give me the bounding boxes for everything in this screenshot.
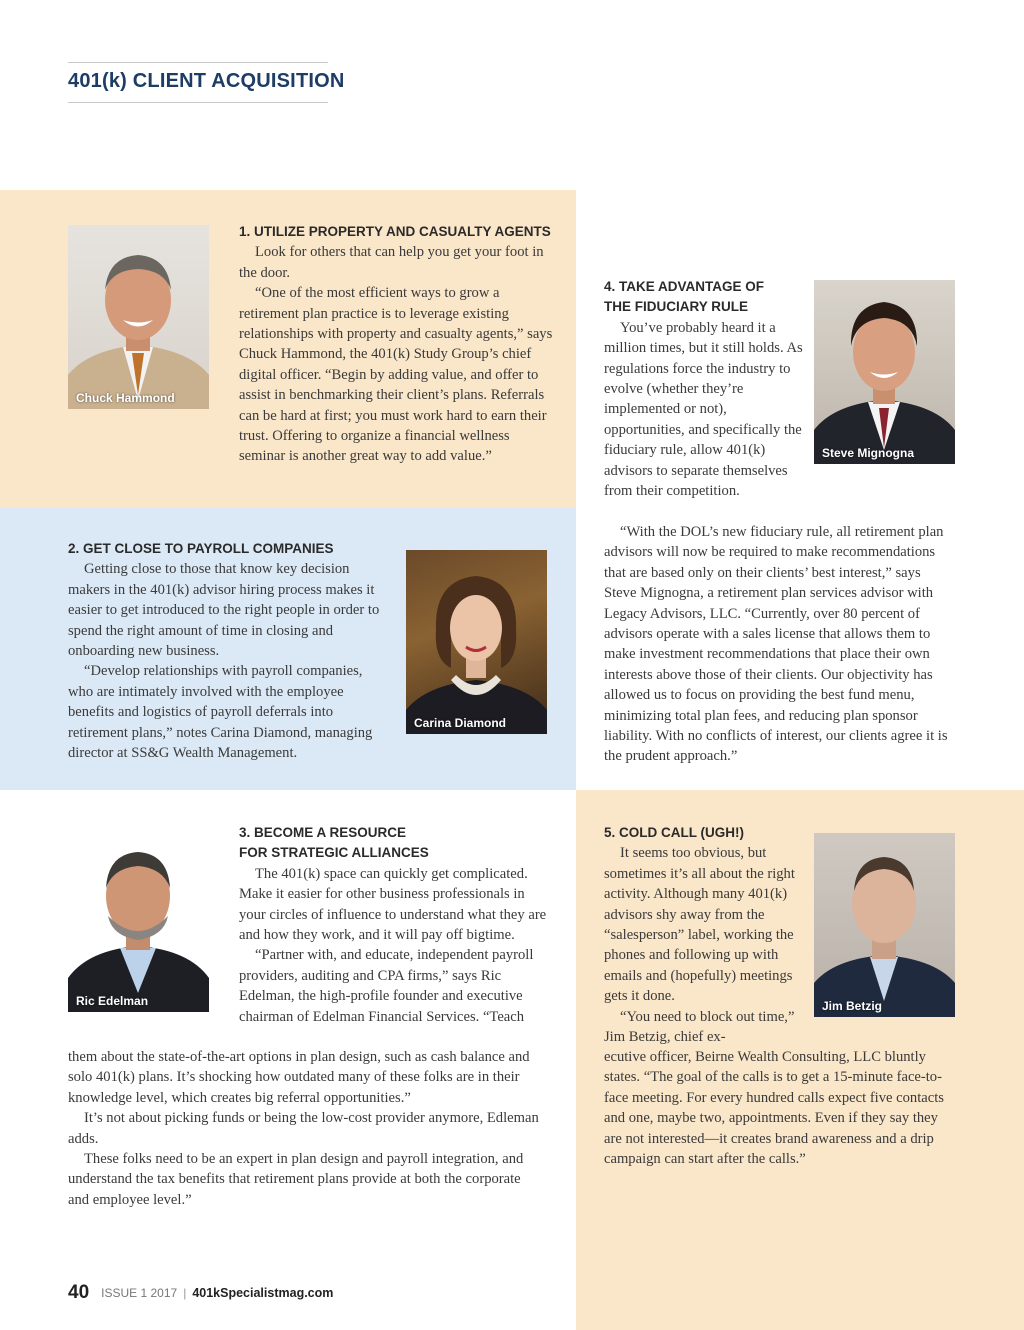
section-5-wide-text — [604, 1047, 958, 1169]
page-footer — [68, 1282, 333, 1304]
photo-caption: Carina Diamond — [414, 716, 507, 730]
paragraph: You’ve probably heard it a million times, but it still holds. As regulations force the industry to evolve (whether they’re implemented or not), opportunities, and specifically the fiduciary rule, allow 401(k) advisors to separate themselves from their competition. — [604, 319, 803, 500]
section-heading: 4. TAKE ADVANTAGE OF — [604, 279, 765, 294]
jim-betzig-photo — [814, 833, 955, 1017]
portrait-illustration — [68, 225, 209, 409]
section-heading: FOR STRATEGIC ALLIANCES — [239, 845, 429, 861]
page-number: 40 — [68, 1282, 90, 1303]
section-heading: 1. UTILIZE PROPERTY AND CASUALTY AGENTS — [239, 224, 551, 239]
header-bottom-rule — [68, 102, 328, 103]
section-4-wide-text — [604, 522, 956, 767]
header-top-rule — [68, 62, 328, 63]
photo-caption: Chuck Hammond — [76, 391, 175, 405]
paragraph: It’s not about picking funds or being the low-cost provider anymore, Edleman adds. — [68, 1110, 539, 1147]
steve-mignogna-photo — [814, 280, 955, 464]
paragraph: “One of the most efficient ways to grow a retirement plan practice is to leverage existing relationships with property and casualty agents,” says Chuck Hammond, the 401(k) Study Group’s chief digital officer. “Begin by adding value, and offer to assist in benchmarking their client’s plans. Referrals can be hard at first; you must work hard to earn their trust. Offering to organize a financial wellness seminar is another great way to add value.” — [239, 285, 553, 465]
paragraph: “With the DOL’s new fiduciary rule, all retirement plan advisors will now be required to make recommendations that are based only on their clients’ best interest,” says Steve Mignogna, a retirement plan services advisor with Legacy Advisors, LLC. “Currently, over 80 percent of advisors operate with a sales license that allows them to make investment recommendations that place their own interests above those of their clients. Our objectivity has allowed us to focus on providing the best fund menu, minimizing total plan fees, and reducing plan sponsor liability. With no conflicts of interest, our clients agree it is the prudent approach.” — [604, 524, 948, 765]
section-3-wide-text — [68, 1047, 544, 1210]
paragraph: “You need to block out time,” Jim Betzig, chief ex- — [604, 1008, 795, 1046]
section-4-narrow-text — [604, 277, 804, 501]
paragraph: them about the state-of-the-art options in plan design, such as cash balance and solo 401(k) plans. It’s shocking how outdated many of these folks are in their knowledge level, which creates big referral opportunities.” — [68, 1049, 530, 1106]
paragraph: “Develop relationships with payroll companies, who are intimately involved with the employee benefits and logistics of payroll deferrals into retirement plans,” notes Carina Diamond, managing director at SS&G Wealth Management. — [68, 663, 373, 762]
section-5-narrow-text — [604, 823, 804, 1047]
paragraph: It seems too obvious, but sometimes it’s all about the right activity. Although many 401(k) advisors shy away from the “salesperson” label, working the phones and following up with emails and (hopefully) meetings gets it done. — [604, 845, 795, 1005]
photo-caption: Jim Betzig — [822, 999, 883, 1013]
issue-label: ISSUE 1 2017 — [101, 1286, 178, 1300]
ric-edelman-photo — [68, 828, 209, 1012]
section-heading: 5. COLD CALL (UGH!) — [604, 825, 744, 840]
section-2-text — [68, 539, 380, 763]
portrait-illustration — [814, 833, 955, 1017]
paragraph: “Partner with, and educate, independent payroll providers, auditing and CPA firms,” says Ric Edelman, the high-profile founder and executive chairman of Edelman Financial Services. “Teach — [239, 947, 534, 1025]
chuck-hammond-photo — [68, 225, 209, 409]
paragraph: ecutive officer, Beirne Wealth Consulting, LLC bluntly states. “The goal of the calls is to get a 15-minute face-to-face meeting. For every hundred calls expect five contacts and one, maybe two, appointments. Even if they say they are not interested—it creates brand awareness and a drip campaign can start after the calls.” — [604, 1049, 944, 1168]
photo-caption: Steve Mignogna — [822, 446, 915, 460]
photo-caption: Ric Edelman — [76, 994, 149, 1008]
section-3-narrow-text — [239, 823, 549, 1027]
footer-separator: | — [183, 1286, 187, 1300]
website-link[interactable]: 401kSpecialistmag.com — [192, 1286, 334, 1300]
paragraph: These folks need to be an expert in plan design and payroll integration, and understand the tax benefits that retirement plans provide at both the corporate and employee level.” — [68, 1151, 524, 1208]
portrait-illustration — [406, 550, 547, 734]
portrait-illustration — [68, 828, 209, 1012]
paragraph: Look for others that can help you get your foot in the door. — [239, 244, 544, 281]
paragraph: The 401(k) space can quickly get complicated. Make it easier for other business professionals in your circles of influence to understand what they are and how they work, and it will pay off bigtime. — [239, 865, 547, 944]
section-heading: 3. BECOME A RESOURCE — [239, 825, 407, 840]
carina-diamond-photo — [406, 550, 547, 734]
page-title: 401(k) CLIENT ACQUISITION — [68, 70, 345, 92]
section-1-text — [239, 222, 559, 467]
section-heading: THE FIDUCIARY RULE — [604, 299, 749, 315]
section-heading: 2. GET CLOSE TO PAYROLL COMPANIES — [68, 541, 334, 556]
portrait-illustration — [814, 280, 955, 464]
paragraph: Getting close to those that know key decision makers in the 401(k) advisor hiring process makes it easier to get introduced to the right people in order to spend the right amount of time in closing and onboarding new business. — [68, 561, 380, 660]
